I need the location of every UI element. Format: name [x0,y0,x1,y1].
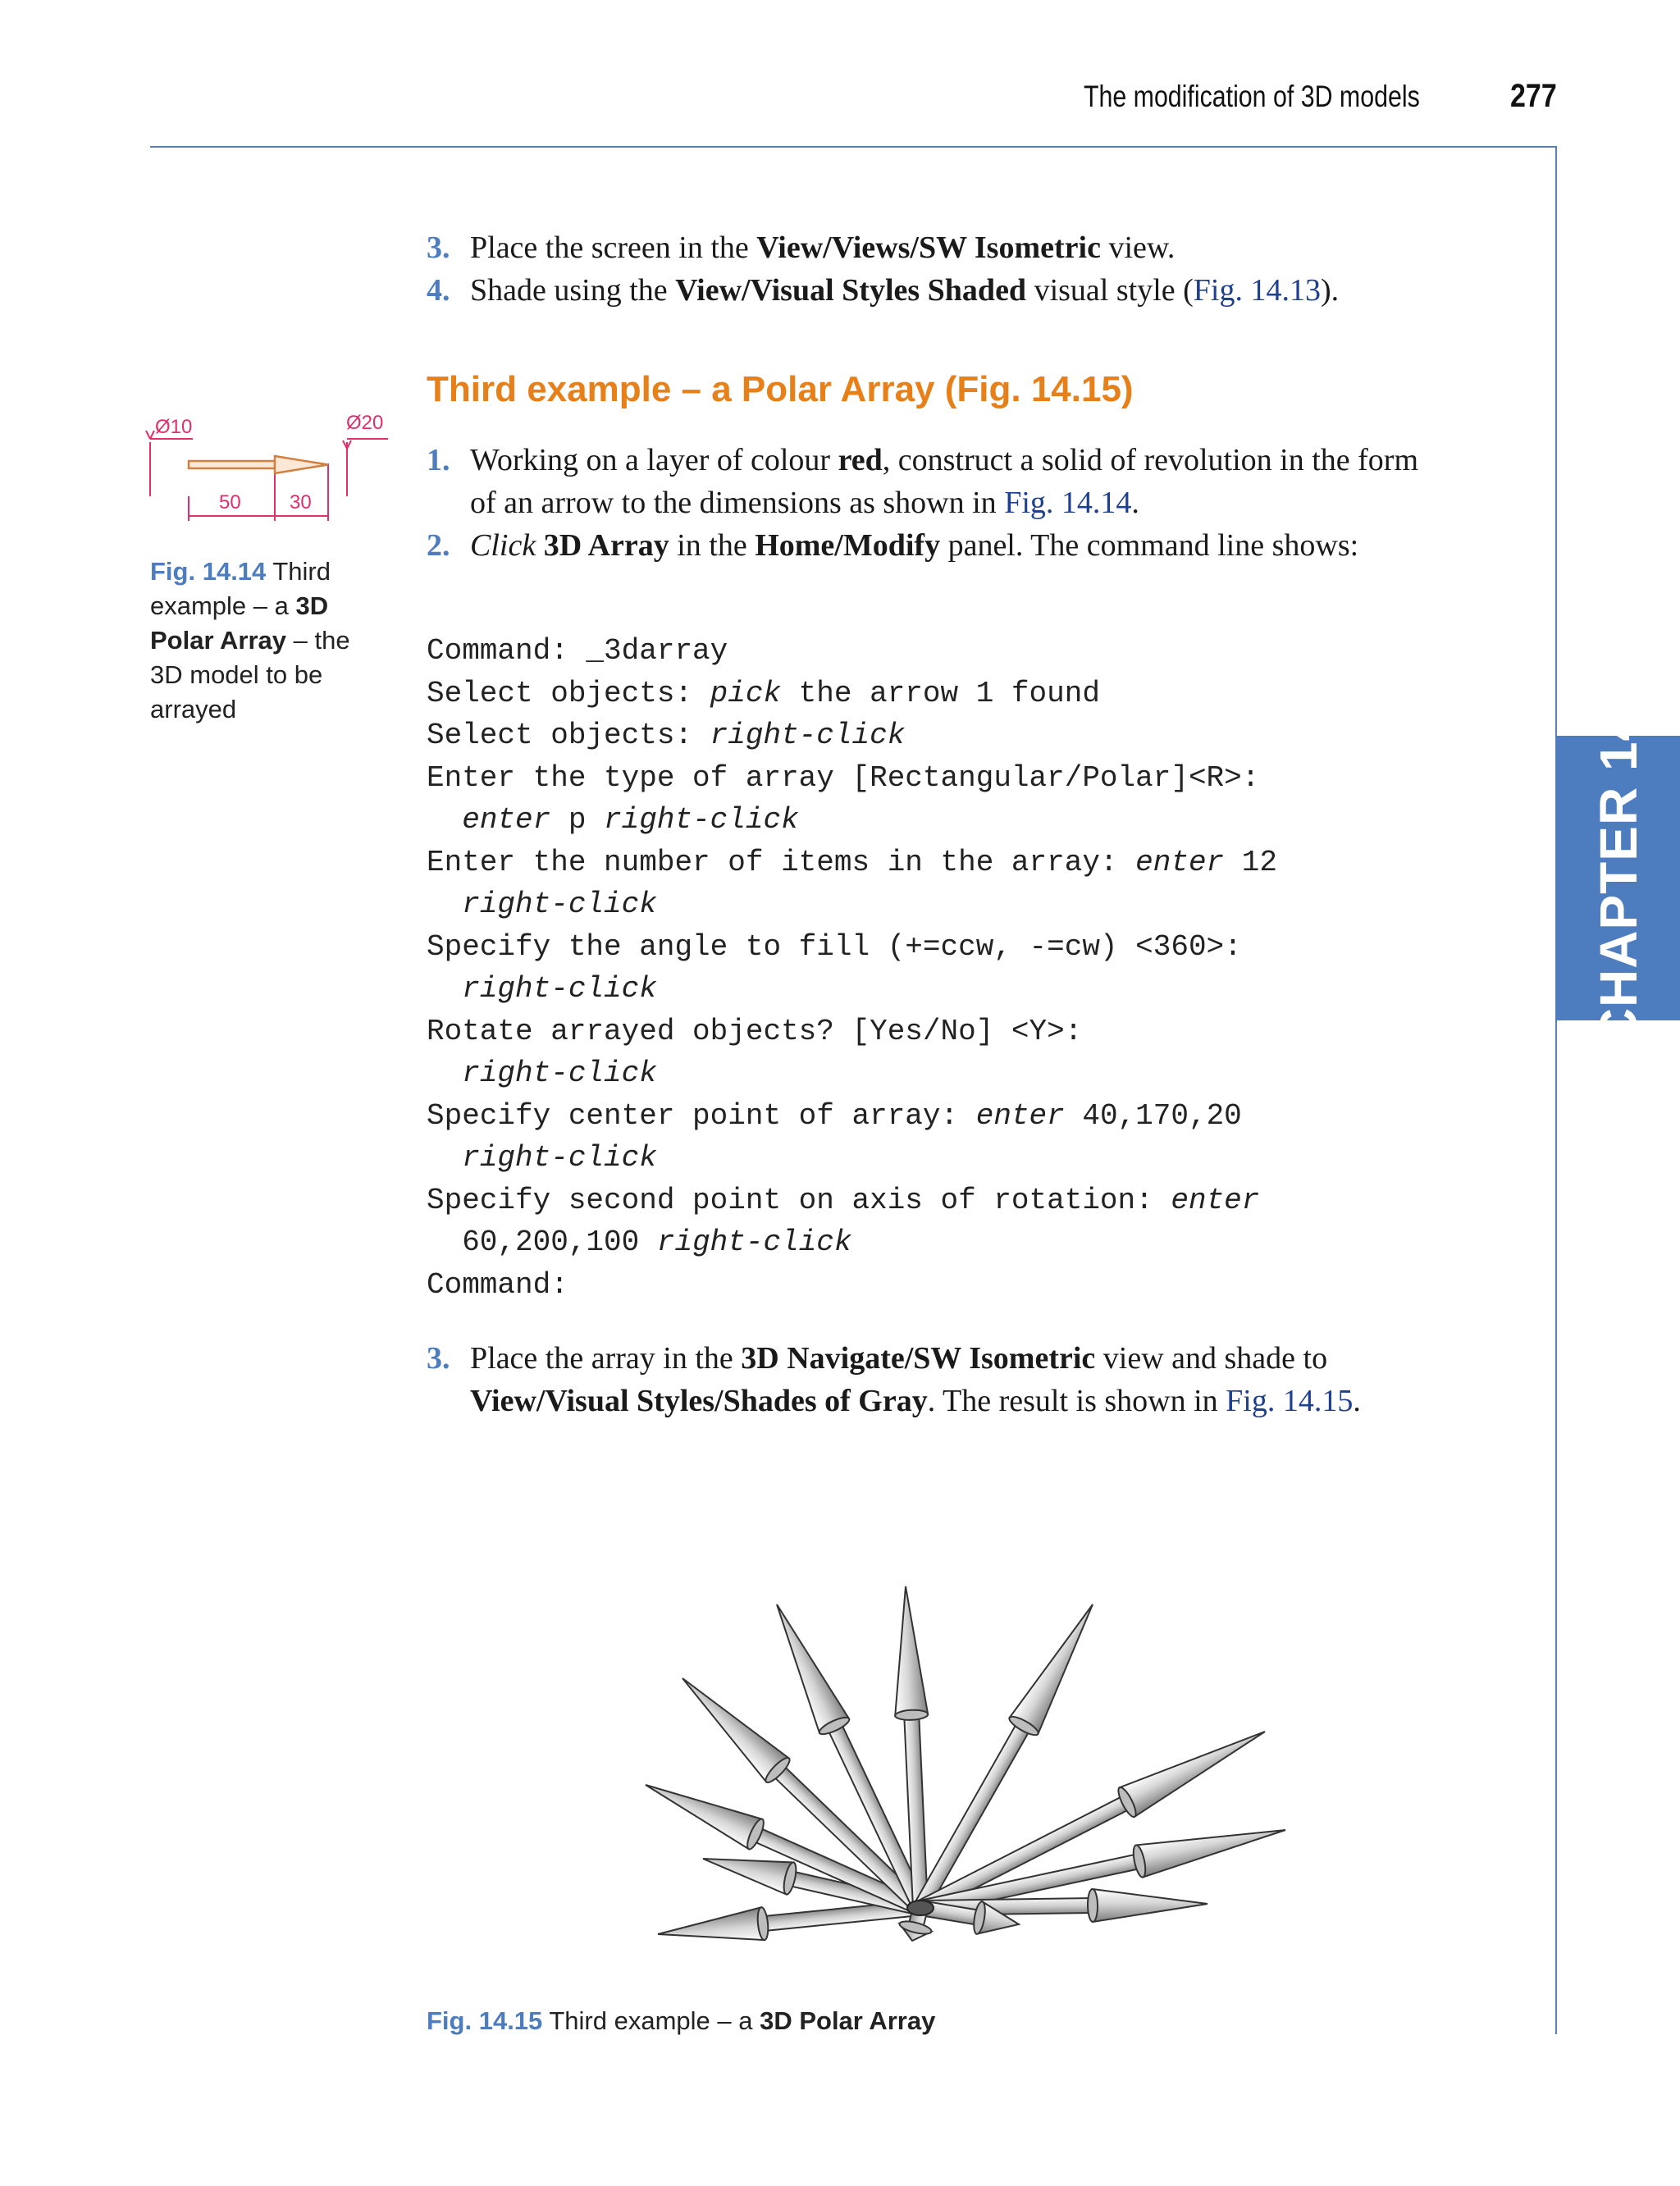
command-line: Command: _3darray [427,634,728,668]
command-line: Select objects: pick the arrow 1 found [427,676,1100,710]
section-heading: Third example – a Polar Array (Fig. 14.15) [427,369,1134,409]
step-text: Place the screen in the View/Views/SW Isometric view. [470,230,1176,265]
command-line-listing [427,630,1277,1306]
step-text: Working on a layer of colour red, construct a solid of revolution in the form of an arrow to the dimensions as shown in Fig. 14.14. [470,443,1419,520]
step-number: 2. [427,528,450,563]
command-line: Specify the angle to fill (+=ccw, -=cw) <360>: [427,929,1242,964]
command-line: 60,200,100 right-click [427,1225,852,1259]
command-line: Enter the type of array [Rectangular/Polar]<R>: [427,760,1260,795]
command-line: right-click [462,1141,657,1175]
command-line: Select objects: right-click [427,719,906,752]
step-text: Place the array in the 3D Navigate/SW Isometric view and shade to View/Visual Styles/Shades of Gray. The result is shown in Fig. 14.15. [470,1341,1361,1418]
array-center-hub [907,1901,934,1915]
polar-array-figure [492,1526,1329,1985]
fig-14-15-caption: Fig. 14.15 Third example – a 3D Polar Array [427,2006,936,2035]
command-line: right-click [462,888,657,921]
step-number: 3. [427,230,450,265]
header-rule [150,146,1557,148]
command-line: right-click [462,1056,657,1090]
command-line: Rotate arrayed objects? [Yes/No] <Y>: [427,1014,1083,1048]
figure-link[interactable]: Fig. 14.13 [1193,273,1321,308]
margin-rule [1555,146,1557,2034]
step-1 [427,439,1444,524]
step-number: 1. [427,443,450,477]
step-3-result [427,1337,1444,1422]
chapter-tab-label: CHAPTER 14 [1588,710,1648,1046]
arrow-dimension-drawing [144,406,398,529]
step-2 [427,524,1444,567]
running-header-title: The modification of 3D models [1084,80,1420,113]
command-line: right-click [462,972,657,1006]
figure-link[interactable]: Fig. 14.14 [1004,486,1132,520]
page-number: 277 [1510,78,1557,114]
intro-step-3 [427,226,1444,269]
step-number: 3. [427,1341,450,1376]
command-line: enter p right-click [462,803,799,837]
figure-link[interactable]: Fig. 14.15 [1226,1384,1354,1418]
intro-step-4 [427,269,1444,312]
step-text: Shade using the View/Visual Styles Shaded visual style (Fig. 14.13). [470,273,1340,308]
dim-label-d20: Ø20 [346,412,384,434]
dim-label-d10: Ø10 [155,416,193,438]
step-text: Click 3D Array in the Home/Modify panel. The command line shows: [470,528,1359,563]
command-line: Command: [427,1267,568,1302]
command-line: Enter the number of items in the array: enter 12 [427,845,1277,879]
chapter-tab [1556,710,1680,1046]
fig-14-14-caption: Fig. 14.14 Third example – a 3D Polar Array – the 3D model to be arrayed [150,557,350,723]
step-number: 4. [427,273,450,308]
command-line: Specify center point of array: enter 40,170,20 [427,1098,1242,1133]
command-line: Specify second point on axis of rotation: enter [427,1183,1260,1217]
dim-label-50: 50 [219,491,241,513]
dim-label-30: 30 [290,491,312,513]
